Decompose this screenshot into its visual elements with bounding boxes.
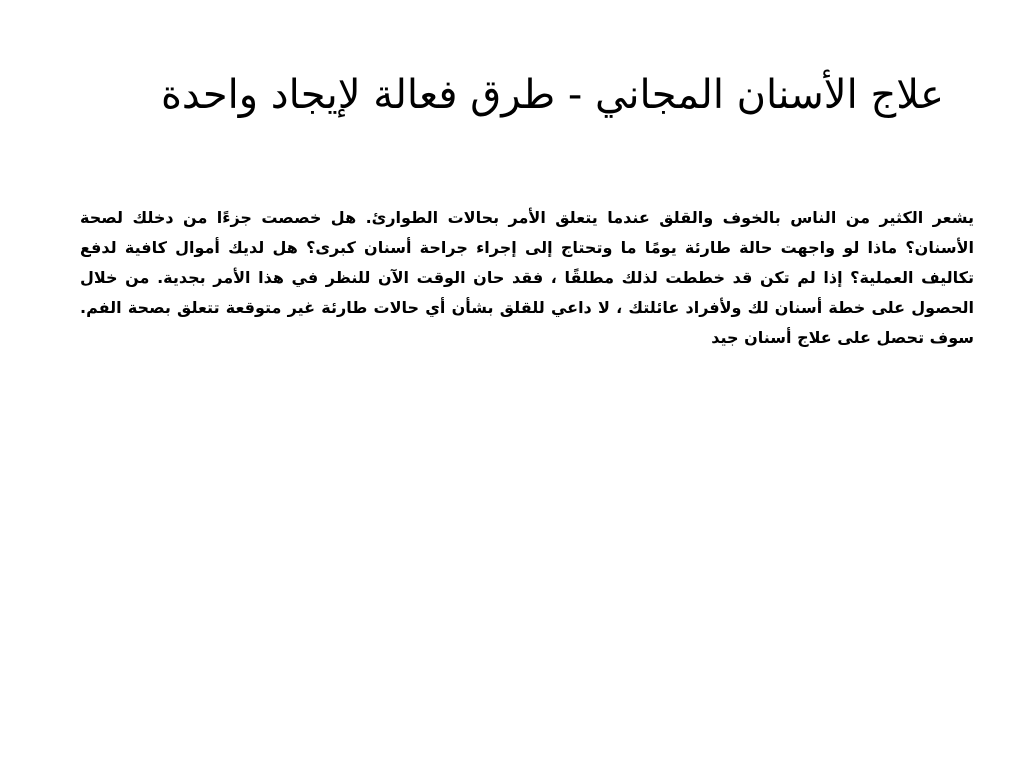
slide-title: علاج الأسنان المجاني - طرق فعالة لإيجاد واحدة [160, 72, 944, 118]
slide-body-text: يشعر الكثير من الناس بالخوف والقلق عندما يتعلق الأمر بحالات الطوارئ. هل خصصت جزءًا من دخلك لصحة الأسنان؟ ماذا لو واجهت حالة طارئة يومًا ما وتحتاج إلى إجراء جراحة أسنان كبرى؟ هل لديك أموال كافية لدفع تكاليف العملية؟ إذا لم تكن قد خططت لذلك مطلقًا ، فقد حان الوقت الآن للنظر في هذا الأمر بجدية. من خلال الحصول على خطة أسنان لك ولأفراد عائلتك ، لا داعي للقلق بشأن أي حالات طارئة غير متوقعة تتعلق بصحة الفم. سوف تحصل على علاج أسنان جيد [80, 208, 974, 347]
